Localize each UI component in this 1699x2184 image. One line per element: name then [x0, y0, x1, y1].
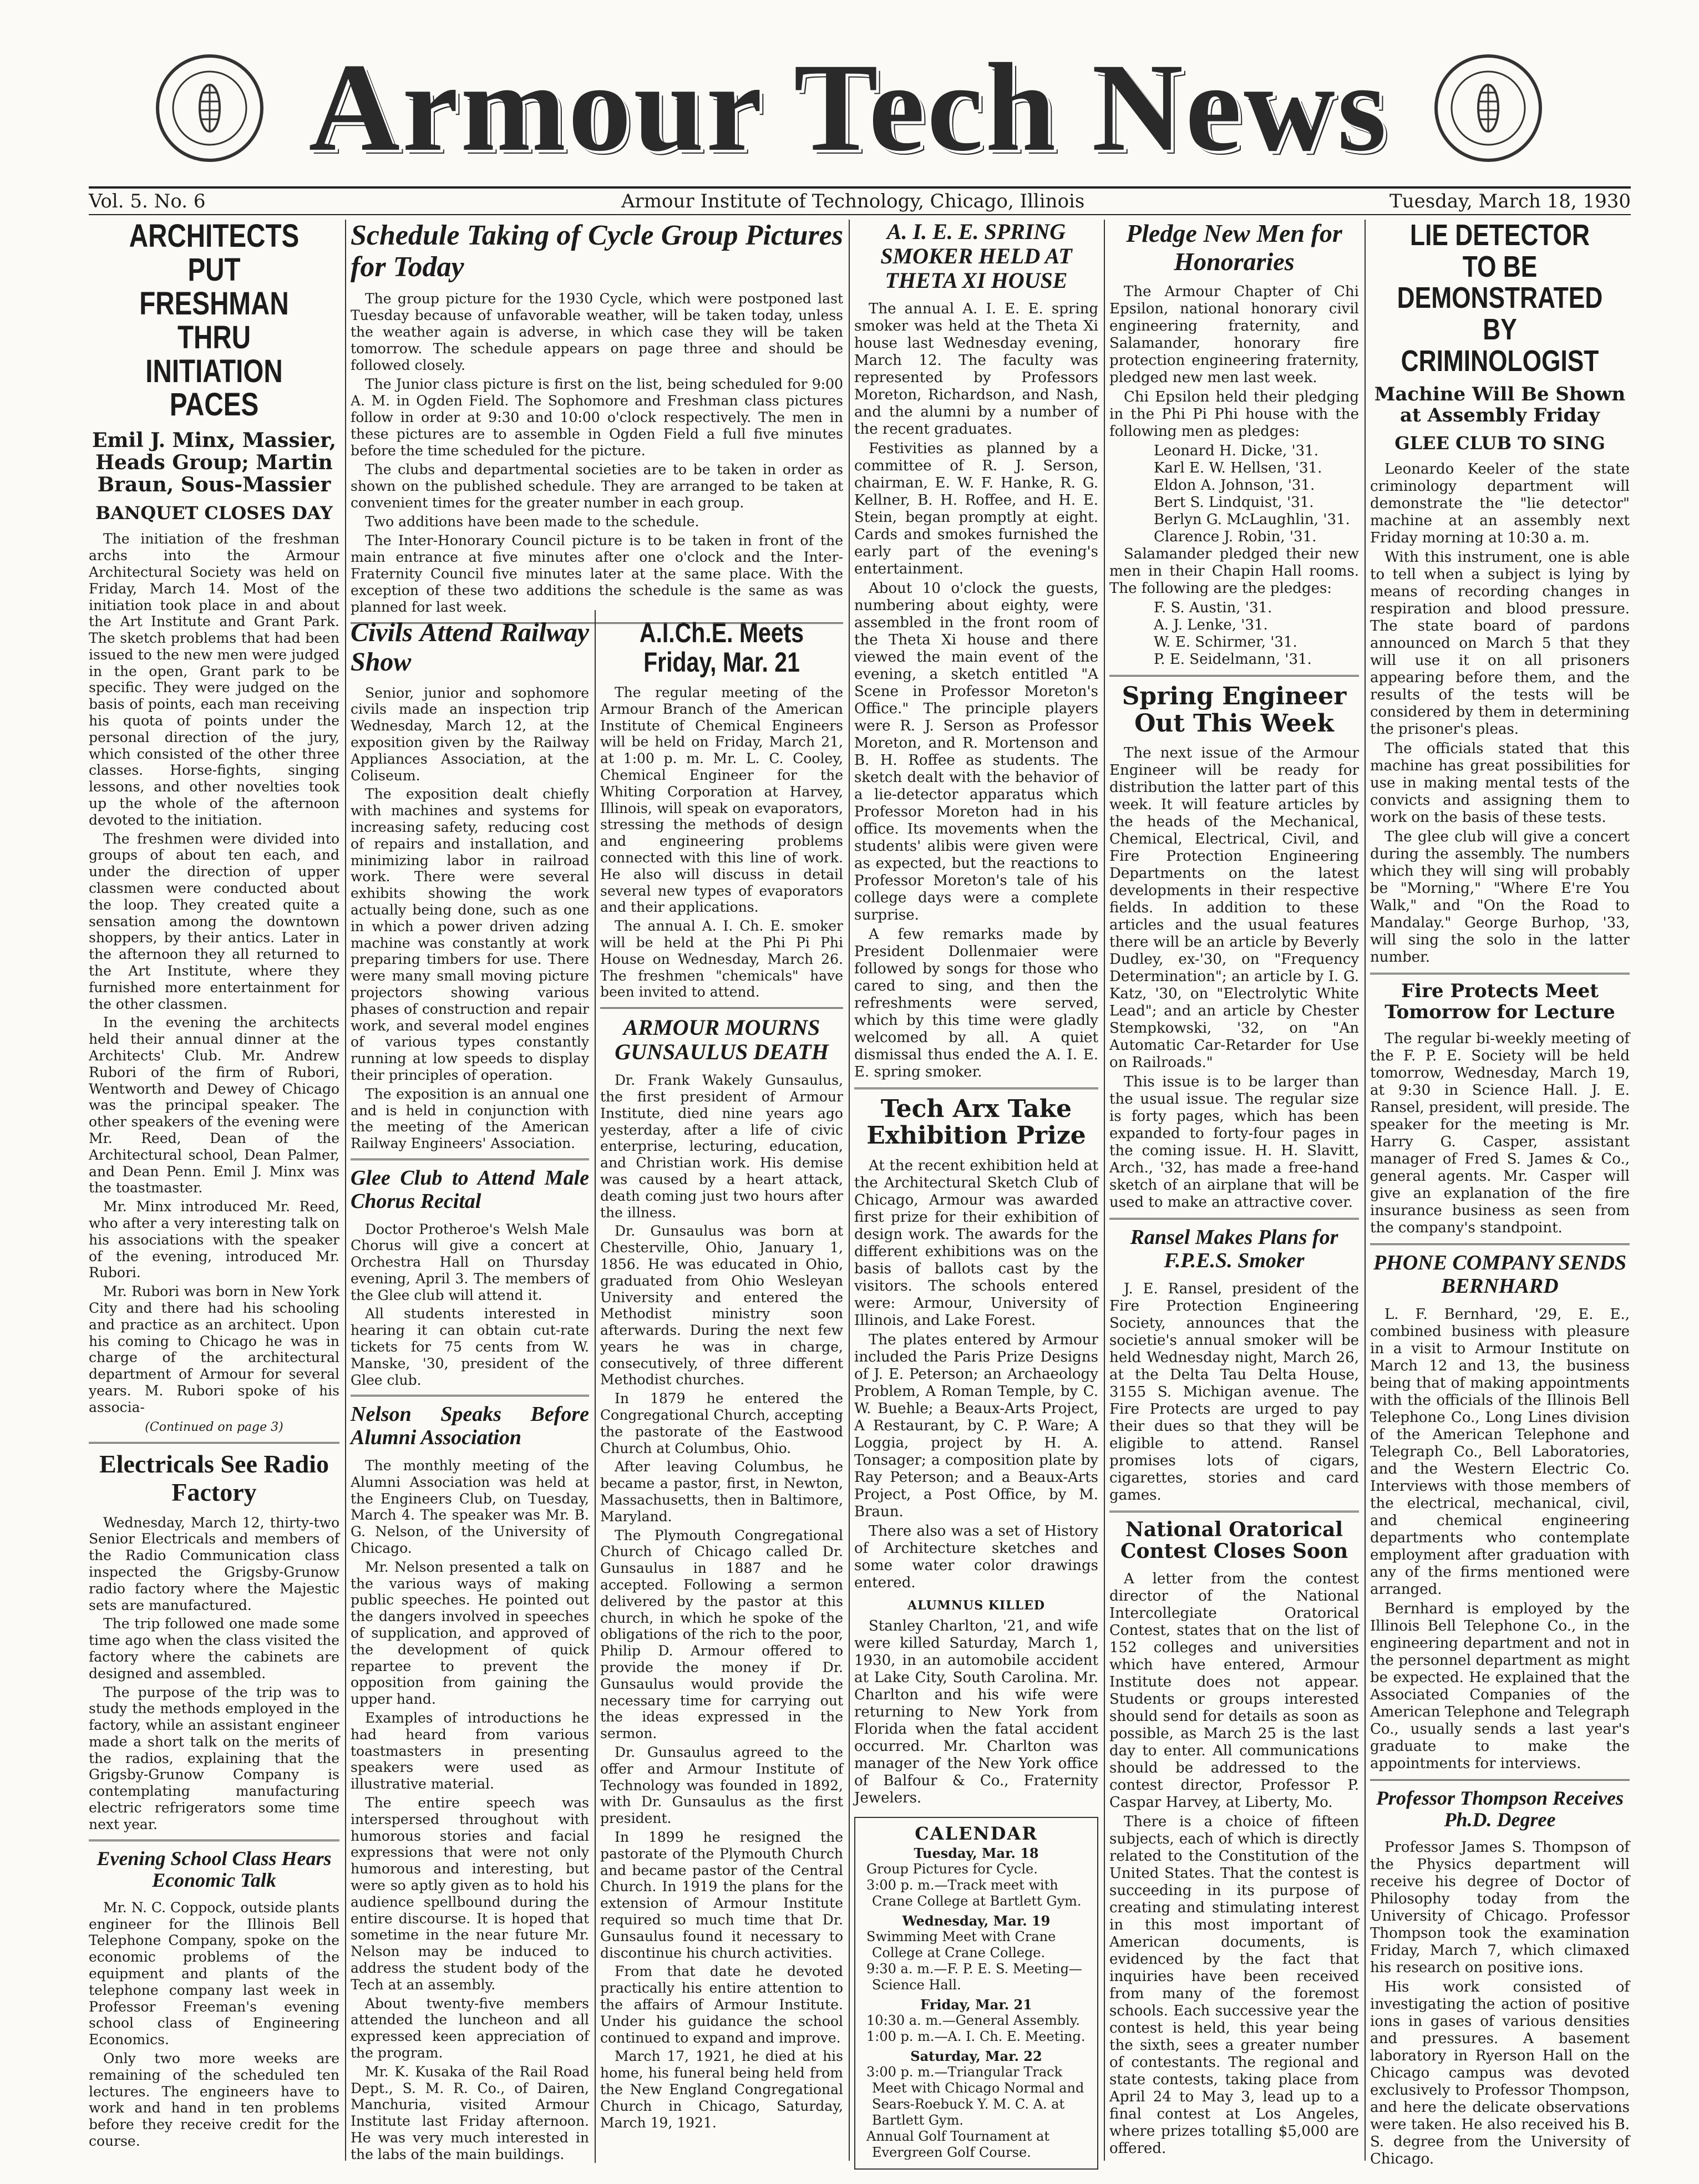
paragraph: With this instrument, one is able to tell when a subject is lying by means of recording changes in respiration and blood pressure. The state board of pardons announced on March 5 that they will use it on all prisoners appearing before them, and the results of the tests will be considered by them in determining the prisoner's pleas. [1370, 549, 1630, 738]
paragraph: The group picture for the 1930 Cycle, which were postponed last Tuesday because of unfavorable weather, will be taken today, unless the weather again is adverse, in which case they will be taken tomorrow. The schedule appears on page three and should be followed closely. [351, 291, 843, 374]
paragraph: Mr. Nelson presented a talk on the various ways of making public speeches. He pointed out the dangers involved in speeches of supplication, and approved of the development of quick repartee to prevent the opposition from gaining the upper hand. [351, 1558, 589, 1708]
calendar-event: 10:30 a. m.—General Assembly. [866, 2012, 1080, 2028]
paragraph: L. F. Bernhard, '29, E. E., combined business with pleasure in a visit to Armour Institute on March 12 and 13, the business being that of making appointments with the officials of the Illinois Bell Telephone Co., Long Lines division of the American Telephone and Telegraph Co., Bell Laboratories, and the Western Electric Co. Interviews with those members of the electrical, mechanical, civil, and chemical engineering departments who contemplate employment after graduation with any of the firms mentioned were arranged. [1370, 1306, 1630, 1598]
paragraph: A few remarks made by President Dollenmaier were followed by songs for those who cared to sing, and then the refreshments were served, which by this time were gladly welcomed by all. A quiet dismissal thus ended the A. I. E. E. spring smoker. [854, 926, 1098, 1080]
column-2 [351, 618, 589, 2165]
paragraph: In 1899 he resigned the pastorate of the Plymouth Church and became pastor of the Central Church. In 1919 the plans for the extension of Armour Institute required so much time that Dr. Gunsaulus found it necessary to discontinue his church activities. [600, 1829, 843, 1961]
paragraph: The regular meeting of the Armour Branch of the American Institute of Chemical Engineers will be held on Friday, March 21, at 1:00 p. m. Mr. L. C. Cooley, Chemical Engineer for the Whiting Corporation at Harvey, Illinois, will speak on evaporators, stressing the methods of design and engineering problems connected with this line of work. He also will discuss in detail several new types of evaporators and their applications. [600, 684, 843, 916]
paragraph: Senior, junior and sophomore civils made an inspection trip Wednesday, March 12, at the exposition given by the Railway Appliances Association, at the Coliseum. [351, 684, 589, 784]
column-3 [600, 618, 843, 2133]
divider [1109, 1511, 1359, 1512]
headline-tech-arx: Tech Arx Take Exhibition Prize [866, 1095, 1086, 1150]
column-5 [1109, 220, 1359, 2160]
headline-thompson: Professor Thompson Receives Ph.D. Degree [1376, 1786, 1624, 1831]
volume-number: Vol. 5. No. 6 [89, 190, 206, 212]
publisher-line: Armour Institute of Technology, Chicago, Illinois [621, 190, 1085, 212]
paragraph: In the evening the architects held their annual dinner at the Architects' Club. Mr. Andrew Rubori of the firm of Rubori, Wentworth and Dewey of Chicago was the principal speaker. The other speakers of the evening were Mr. Reed, Dean of the Architectural school, Dean Palmer, and Dean Penn. Emil J. Minx was the toastmaster. [89, 1014, 339, 1196]
headline-architects: ARCHITECTS PUT FRESHMAN THRU INITIATION PACES [129, 218, 300, 423]
paragraph: All students interested in hearing it can obtain cut-rate tickets for 75 cents from W. Manske, '30, president of the Glee club. [351, 1306, 589, 1388]
headline-aiee-smoker: A. I. E. E. SPRING SMOKER HELD AT THETA XI HOUSE [880, 219, 1072, 293]
column-1 [89, 220, 339, 2152]
paragraph: Festivities as planned by a committee of R. J. Serson, chairman, E. W. F. Hanke, R. G. Kellner, B. H. Roffee, and H. E. Stein, began promptly at eight. Cards and smokes furnished the early part of the evening's entertainment. [854, 440, 1098, 577]
calendar-box [854, 1817, 1098, 2170]
headline-civils: Civils Attend Railway Show [351, 618, 589, 677]
divider [1370, 1779, 1630, 1781]
paragraph: Chi Epsilon held their pledging in the Phi Pi Phi house with the following men as pledges: [1109, 389, 1359, 440]
paragraph: Salamander pledged their new men in their Chapin Hall rooms. The following are the pledges: [1109, 546, 1359, 597]
paragraph: His work consisted of investigating the action of positive ions in gases of various densities and pressures. A basement laboratory in Ryerson Hall on the Chicago campus was devoted exclusively to Professor Thompson, and here the delicate observations were taken. He also received his B. S. degree from the University of Chicago. [1370, 1978, 1630, 2167]
paragraph: The Armour Chapter of Chi Epsilon, national honorary civil engineering fraternity, and Salamander, honorary fire protection engineering fraternity, pledged new men last week. [1109, 283, 1359, 387]
divider [351, 1159, 589, 1160]
paragraph: The Inter-Honorary Council picture is to be taken in front of the main entrance at five minutes after one o'clock and the Inter-Fraternity Council five minutes later at the same place. With the exception of these two additions the schedule is the same as was planned for last week. [351, 532, 843, 616]
headline-pledge: Pledge New Men for Honoraries [1126, 219, 1342, 276]
paragraph: The Plymouth Congregational Church of Chicago called Dr. Gunsaulus in 1887 and he accepted. Following a sermon delivered by the pastor at this church, in which he spoke of the obligations of the rich to the poor, Philip D. Armour offered to provide the money if Dr. Gunsaulus would provide the necessary time for carrying out the ideas expressed in the sermon. [600, 1527, 843, 1742]
divider [1109, 1218, 1359, 1220]
paragraph: From that date he devoted practically his entire attention to the affairs of Armour Institute. Under his guidance the school continued to expand and improve. [600, 1963, 843, 2046]
subhead-glee-club: GLEE CLUB TO SING [1394, 433, 1605, 454]
institute-seal-icon [154, 53, 265, 164]
cycle-article [351, 220, 843, 631]
headline-evening-school: Evening School Class Hears Economic Talk [97, 1847, 332, 1892]
pledge-list-salamander [1109, 600, 1359, 668]
issue-date: Tuesday, March 18, 1930 [1389, 190, 1631, 212]
calendar-day: Saturday, Mar. 22 [910, 2048, 1042, 2064]
calendar-event: 3:00 p. m.—Track meet with Crane College at Bartlett Gym. [866, 1877, 1082, 1909]
paragraph: Dr. Gunsaulus agreed to the offer and Armour Institute of Technology was founded in 1892, with Dr. Gunsaulus as the first president. [600, 1744, 843, 1827]
deck-architects: Emil J. Minx, Massier, Heads Group; Martin Braun, Sous-Massier [92, 429, 337, 496]
paragraph: The trip followed one made some time ago when the class visited the factory where the cabinets are designed and assembled. [89, 1616, 339, 1682]
paragraph: Mr. N. C. Coppock, outside plants engineer for the Illinois Bell Telephone Company, spoke on the economic problems of the equipment and plants of the telephone company last week in Professor Freeman's evening school class of Engineering Economics. [89, 1899, 339, 2048]
paragraph: The purpose of the trip was to study the methods employed in the factory, while an assistant engineer made a short talk on the merits of the radios, explaining that the Grigsby-Grunow Company is contemplating manufacturing electric refrigerators some time next year. [89, 1684, 339, 1832]
column-rule [849, 220, 850, 2161]
paragraph: Dr. Gunsaulus was born at Chesterville, Ohio, January 1, 1856. He was educated in Ohio, graduated from Ohio Wesleyan University and entered the Methodist ministry soon afterwards. During the next few years he was in charge, consecutively, of three different Methodist churches. [600, 1223, 843, 1388]
divider [854, 1088, 1098, 1089]
headline-lie-detector: LIE DETECTOR TO BE DEMONSTRATED BY CRIMINOLOGIST [1397, 219, 1603, 378]
column-rule [595, 610, 596, 2163]
subhead-banquet: BANQUET CLOSES DAY [95, 502, 333, 524]
headline-glee-club: Glee Club to Attend Male Chorus Recital [351, 1166, 589, 1213]
paragraph: The regular bi-weekly meeting of the F. P. E. Society will be held tomorrow, Wednesday, March 19, at 9:30 in Science Hall. J. E. Ransel, president, will preside. The speaker for the meeting is Mr. Harry G. Casper, assistant manager of Fred S. James & Co., general agents. Mr. Casper will give an explanation of the fire insurance business as seen from the company's standpoint. [1370, 1030, 1630, 1237]
paragraph: The annual A. I. E. E. spring smoker was held at the Theta Xi house last Wednesday evening, March 12. The faculty was represented by Professors Moreton, Richardson, and Nash, and the alumni by a number of the recent graduates. [854, 301, 1098, 438]
calendar-day: Wednesday, Mar. 19 [902, 1912, 1051, 1929]
headline-spring-engineer: Spring Engineer Out This Week [1122, 682, 1347, 738]
calendar-day: Tuesday, Mar. 18 [914, 1845, 1039, 1861]
paragraph: There is a choice of fifteen subjects, each of which is directly related to the Constitution of the United States. That the contest is succeeding in its purpose of creating and stimulating interest in this most important of American documents, is evidenced by the fact that inquiries have been received from many of the foremost schools. Each successive year the contest is held, this year being the sixth, sees a greater number of contestants. The regional and state contests, taking place from April 24 to May 3, lead up to a final contest at Los Angeles, where prizes totalling $5,000 are offered. [1109, 1813, 1359, 2157]
paragraph: Mr. Minx introduced Mr. Reed, who after a very interesting talk on his associations with the speaker of the evening, introduced Mr. Rubori. [89, 1198, 339, 1281]
divider [89, 1442, 339, 1444]
column-rule [345, 220, 346, 2161]
paragraph: The exposition dealt chiefly with machines and systems for increasing safety, reducing cost of repairs and installation, and minimizing labor in railroad work. There were several exhibits showing the work actually being done, such as one in which a power driven adzing machine was constantly at work preparing timbers for use. There were many small moving picture projectors showing various phases of construction and repair work, and several model engines of various types constantly running at low speeds to display their principles of operation. [351, 786, 589, 1083]
paragraph: Wednesday, March 12, thirty-two Senior Electricals and members of the Radio Communication class inspected the Grigsby-Grunow radio factory where the Majestic sets are manufactured. [89, 1514, 339, 1613]
calendar-event: 1:00 p. m.—A. I. Ch. E. Meeting. [866, 2028, 1086, 2044]
calendar-event: 3:00 p. m.—Triangular Track Meet with Chicago Normal and Sears-Roebuck Y. M. C. A. at Bartlett Gym. [866, 2064, 1084, 2128]
paragraph: The plates entered by Armour included the Paris Prize Designs of J. E. Peterson; an Archaeology Problem, A Roman Temple, by C. W. Buehle; a Beaux-Arts Project, A Restaurant, by C. P. Ware; A Loggia, project by H. A. Tonsager; a composition plate by Ray Peterson; and a Beaux-Arts Project, a Post Office, by M. Braun. [854, 1331, 1098, 1520]
paragraph: After leaving Columbus, he became a pastor, first, in Newton, Massachusetts, then in Baltimore, Maryland. [600, 1459, 843, 1525]
pledge-list-chi-epsilon [1109, 443, 1359, 546]
list-item: A. J. Lenke, '31. [1154, 617, 1268, 634]
paragraph: Only two more weeks are remaining of the scheduled ten lectures. The engineers have to work and hand in ten problems before they receive credit for the course. [89, 2050, 339, 2150]
headline-electricals: Electricals See Radio Factory [99, 1450, 329, 1506]
headline-phone-company: PHONE COMPANY SENDS BERNHARD [1373, 1251, 1627, 1298]
column-4 [854, 220, 1098, 2170]
calendar-event: Group Pictures for Cycle. [866, 1861, 1038, 1877]
headline-nelson: Nelson Speaks Before Alumni Association [351, 1403, 589, 1450]
paragraph: The officials stated that this machine has great possibilities for use in making mental tests of the convicts and assigning them to work on the basis of these tests. [1370, 740, 1630, 826]
paragraph: About 10 o'clock the guests, numbering about eighty, were assembled in the front room of the Theta Xi house and there viewed the main event of the evening, a sketch entitled "A Scene in Professor Moreton's Office." The principle players were R. J. Serson as Professor Moreton, and R. Mortenson and B. H. Roffee as students. The sketch dealt with the behavior of a lie-detector apparatus which Professor Moreton had in his office. Its movements when the students' alibis were given were as expected, but the reactions to Professor Moreton's tale of his college days were a complete surprise. [854, 580, 1098, 923]
list-item: F. S. Austin, '31. [1154, 600, 1272, 617]
paragraph: The glee club will give a concert during the assembly. The numbers which they will sing will probably be "Morning," "Where E're You Walk," and "On the Road to Mandalay." George Burhop, '33, will sing the solo in the latter number. [1370, 829, 1630, 966]
paragraph: Mr. Rubori was born in New York City and there had his schooling and practice as an architect. Upon his coming to Chicago he was in charge of the architectural department of Armour for several years. M. Rubori spoke of his associa- [89, 1283, 339, 1415]
calendar-day: Friday, Mar. 21 [920, 1996, 1032, 2013]
list-item: Bert S. Lindquist, '31. [1154, 494, 1314, 511]
paragraph: The exposition is an annual one and is held in conjunction with the meeting of the American Railway Engineers' Association. [351, 1085, 589, 1152]
list-item: Karl E. W. Hellsen, '31. [1154, 460, 1322, 477]
divider [1370, 973, 1630, 974]
calendar-title: CALENDAR [915, 1822, 1038, 1844]
list-item: Clarence J. Robin, '31. [1154, 529, 1317, 546]
paragraph: A letter from the contest director of the National Intercollegiate Oratorical Contest, states that on the list of 152 colleges and universities which have entered, Armour Institute does not appear. Students or groups interested should send for details as soon as possible, as March 25 is the last day to enter. All communications should be addressed to the contest director, Professor P. Caspar Harvey, at Liberty, Mo. [1109, 1570, 1359, 1811]
column-6 [1370, 220, 1630, 2170]
paragraph: At the recent exhibition held at the Architectural Sketch Club of Chicago, Armour was awarded first prize for their exhibition of design work. The awards for the different exhibitions was on the basis of ballots cast by the visitors. The schools entered were: Armour, University of Illinois, and Lake Forest. [854, 1157, 1098, 1329]
divider [351, 1395, 589, 1396]
paragraph: Stanley Charlton, '21, and wife were killed Saturday, March 1, 1930, in an automobile accident at Lake City, South Carolina. Mr. Charlton and his wife were returning to New York from Florida when the fatal accident occurred. Mr. Charlton was manager of the New York office of Balfour & Co., Fraternity Jewelers. [854, 1617, 1098, 1806]
headline-gunsaulus: ARMOUR MOURNS GUNSAULUS DEATH [615, 1015, 829, 1065]
paragraph: Bernhard is employed by the Illinois Bell Telephone Co., in the engineering department and not in the personnel department as might be expected. He explained that the Associated Companies of the American Telephone and Telegraph Co., usually sends a last year's graduate to make the appointments for interviews. [1370, 1600, 1630, 1772]
nameplate-title: Armour Tech News [308, 38, 1389, 177]
institute-seal-icon [1433, 53, 1544, 164]
divider [1370, 1243, 1630, 1245]
subhead-alumnus: ALUMNUS KILLED [907, 1598, 1045, 1613]
paragraph: The monthly meeting of the Alumni Association was held at the Engineers Club, on Tuesday, March 4. The speaker was Mr. B. G. Nelson, of the University of Chicago. [351, 1457, 589, 1557]
list-item: P. E. Seidelmann, '31. [1154, 651, 1312, 668]
calendar-event: Swimming Meet with Crane College at Crane College. [866, 1928, 1056, 1960]
paragraph: Leonardo Keeler of the state criminology department will demonstrate the "lie detector" machine at an assembly next Friday morning at 10:30 a. m. [1370, 461, 1630, 547]
paragraph: March 17, 1921, he died at his home, his funeral being held from the New England Congregational Church in Chicago, Saturday, March 19, 1921. [600, 2048, 843, 2131]
paragraph: There also was a set of History of Architecture sketches and some water color drawings entered. [854, 1522, 1098, 1591]
paragraph: The entire speech was interspersed throughout with humorous stories and facial expressions that were not only humorous and interesting, but were so aptly given as to hold his audience spellbound during the entire discourse. It is hoped that sometime in the near future Mr. Nelson may be induced to address the student body of the Tech at an assembly. [351, 1795, 589, 1993]
paragraph: The freshmen were divided into groups of about ten each, and under the direction of upper classmen were conducted about the loop. They created quite a sensation among the downtown shoppers, by their antics. Later in the afternoon they all returned to the Art Institute, where they furnished more entertainment for the other classmen. [89, 830, 339, 1012]
headline-fire-protects: Fire Protects Meet Tomorrow for Lecture [1384, 980, 1615, 1023]
headline-cycle: Schedule Taking of Cycle Group Pictures for Today [351, 220, 843, 283]
paragraph: The Junior class picture is first on the list, being scheduled for 9:00 A. M. in Ogden Field. The Sophomore and Freshman class pictures follow in order at 9:30 and 10:00 o'clock respectively. The men in these pictures are to assemble in Ogden Field a full five minutes before the time scheduled for the picture. [351, 376, 843, 459]
divider [1109, 675, 1359, 677]
paragraph: Dr. Frank Wakely Gunsaulus, the first president of Armour Institute, died nine years ago yesterday, after a life of civic enterprise, lecturing, education, and Christian work. His demise was caused by a heart attack, death coming just two hours after the illness. [600, 1072, 843, 1221]
paragraph: Mr. K. Kusaka of the Rail Road Dept., S. M. R. Co., of Dairen, Manchuria, visited Armour Institute last Friday afternoon. He was very much interested in the labs of the main buildings. [351, 2063, 589, 2162]
paragraph: This issue is to be larger than the usual issue. The regular size is forty pages, which has been expanded to forty-four pages in the coming issue. H. H. Slavitt, Arch., '32, has made a free-hand sketch of an airplane that will be used to make an attractive cover. [1109, 1073, 1359, 1211]
calendar-event: 9:30 a. m.—F. P. E. S. Meeting—Science Hall. [866, 1960, 1082, 1993]
headline-aiche: A.I.Ch.E. Meets Friday, Mar. 21 [639, 617, 804, 678]
list-item: Leonard H. Dicke, '31. [1154, 443, 1318, 460]
paragraph: Examples of introductions he had heard from various toastmasters in presenting speakers were used as illustrative material. [351, 1710, 589, 1792]
dateline-bar [89, 186, 1631, 215]
paragraph: The initiation of the freshman archs into the Armour Architectural Society was held on Friday, March 14. Most of the initiation took place in and about the Art Institute and Grant Park. The sketch problems that had been issued to the new men were judged in the open, Grant park to be specific. They were judged on the basis of points, each man receiving his quota of points under the personal direction of the jury, which consisted of the other three classes. Horse-fights, singing lessons, and other novelties took up the whole of the afternoon devoted to the initiation. [89, 531, 339, 828]
paragraph: The next issue of the Armour Engineer will be ready for distribution the latter part of this week. It will feature articles by the heads of the Mechanical, Chemical, Electrical, Civil, and Fire Protection Engineering Departments on the latest developments in their respective fields. In addition to these articles and the usual features there will be an article by Beverly Dudley, ex-'30, on "Frequency Determination"; an article by I. G. Katz, '30, on "Electrolytic White Lead"; and an article by Chester Stempkowski, '32, on "An Automatic Car-Retarder for Use on Railroads." [1109, 744, 1359, 1071]
paragraph: J. E. Ransel, president of the Fire Protection Engineering Society, announces that the societie's annual smoker will be held Wednesday night, March 26, at the Delta Tau Delta House, 3155 S. Michigan avenue. The Fire Protects are urged to pay their dues so that they will be eligible to attend. Ransel promises lots of cigars, cigarettes, stories and card games. [1109, 1280, 1359, 1504]
list-item: W. E. Schirmer, '31. [1154, 634, 1297, 651]
paragraph: Two additions have been made to the schedule. [365, 514, 699, 530]
deck-lie-detector: Machine Will Be Shown at Assembly Friday [1374, 383, 1626, 426]
paragraph: Professor James S. Thompson of the Physics department will receive his degree of Doctor of Philosophy today from the University of Chicago. Professor Thompson took the examination Friday, March 7, which climaxed his research on positive ions. [1370, 1838, 1630, 1976]
paragraph: Doctor Protheroe's Welsh Male Chorus will give a concert at Orchestra Hall on Thursday evening, April 3. The members of the Glee club will attend it. [351, 1221, 589, 1303]
paragraph: About twenty-five members attended the luncheon and all expressed keen appreciation of the program. [351, 1995, 589, 2061]
headline-oratorical: National Oratorical Contest Closes Soon [1120, 1517, 1348, 1563]
calendar-event: Annual Golf Tournament at Evergreen Golf Course. [866, 2128, 1050, 2160]
divider [89, 1840, 339, 1841]
paragraph: In 1879 he entered the Congregational Church, accepting the pastorate of the Eastwood Church at Columbus, Ohio. [600, 1390, 843, 1456]
headline-ransel: Ransel Makes Plans for F.P.E.S. Smoker [1130, 1225, 1338, 1272]
column-rule [1365, 220, 1366, 2161]
column-rule [1104, 220, 1105, 2161]
paragraph: The clubs and departmental societies are to be taken in order as shown on the published schedule. They are arranged to be taken at convenient times for the greater number in each group. [351, 461, 843, 511]
continued-note: (Continued on page 3) [145, 1420, 283, 1434]
masthead [83, 22, 1614, 183]
paragraph: The annual A. I. Ch. E. smoker will be held at the Phi Pi Phi House on Wednesday, March 26. The freshmen "chemicals" have been invited to attend. [600, 918, 843, 1000]
list-item: Eldon A. Johnson, '31. [1154, 477, 1315, 494]
divider [600, 1007, 843, 1009]
list-item: Berlyn G. McLaughlin, '31. [1154, 511, 1350, 529]
